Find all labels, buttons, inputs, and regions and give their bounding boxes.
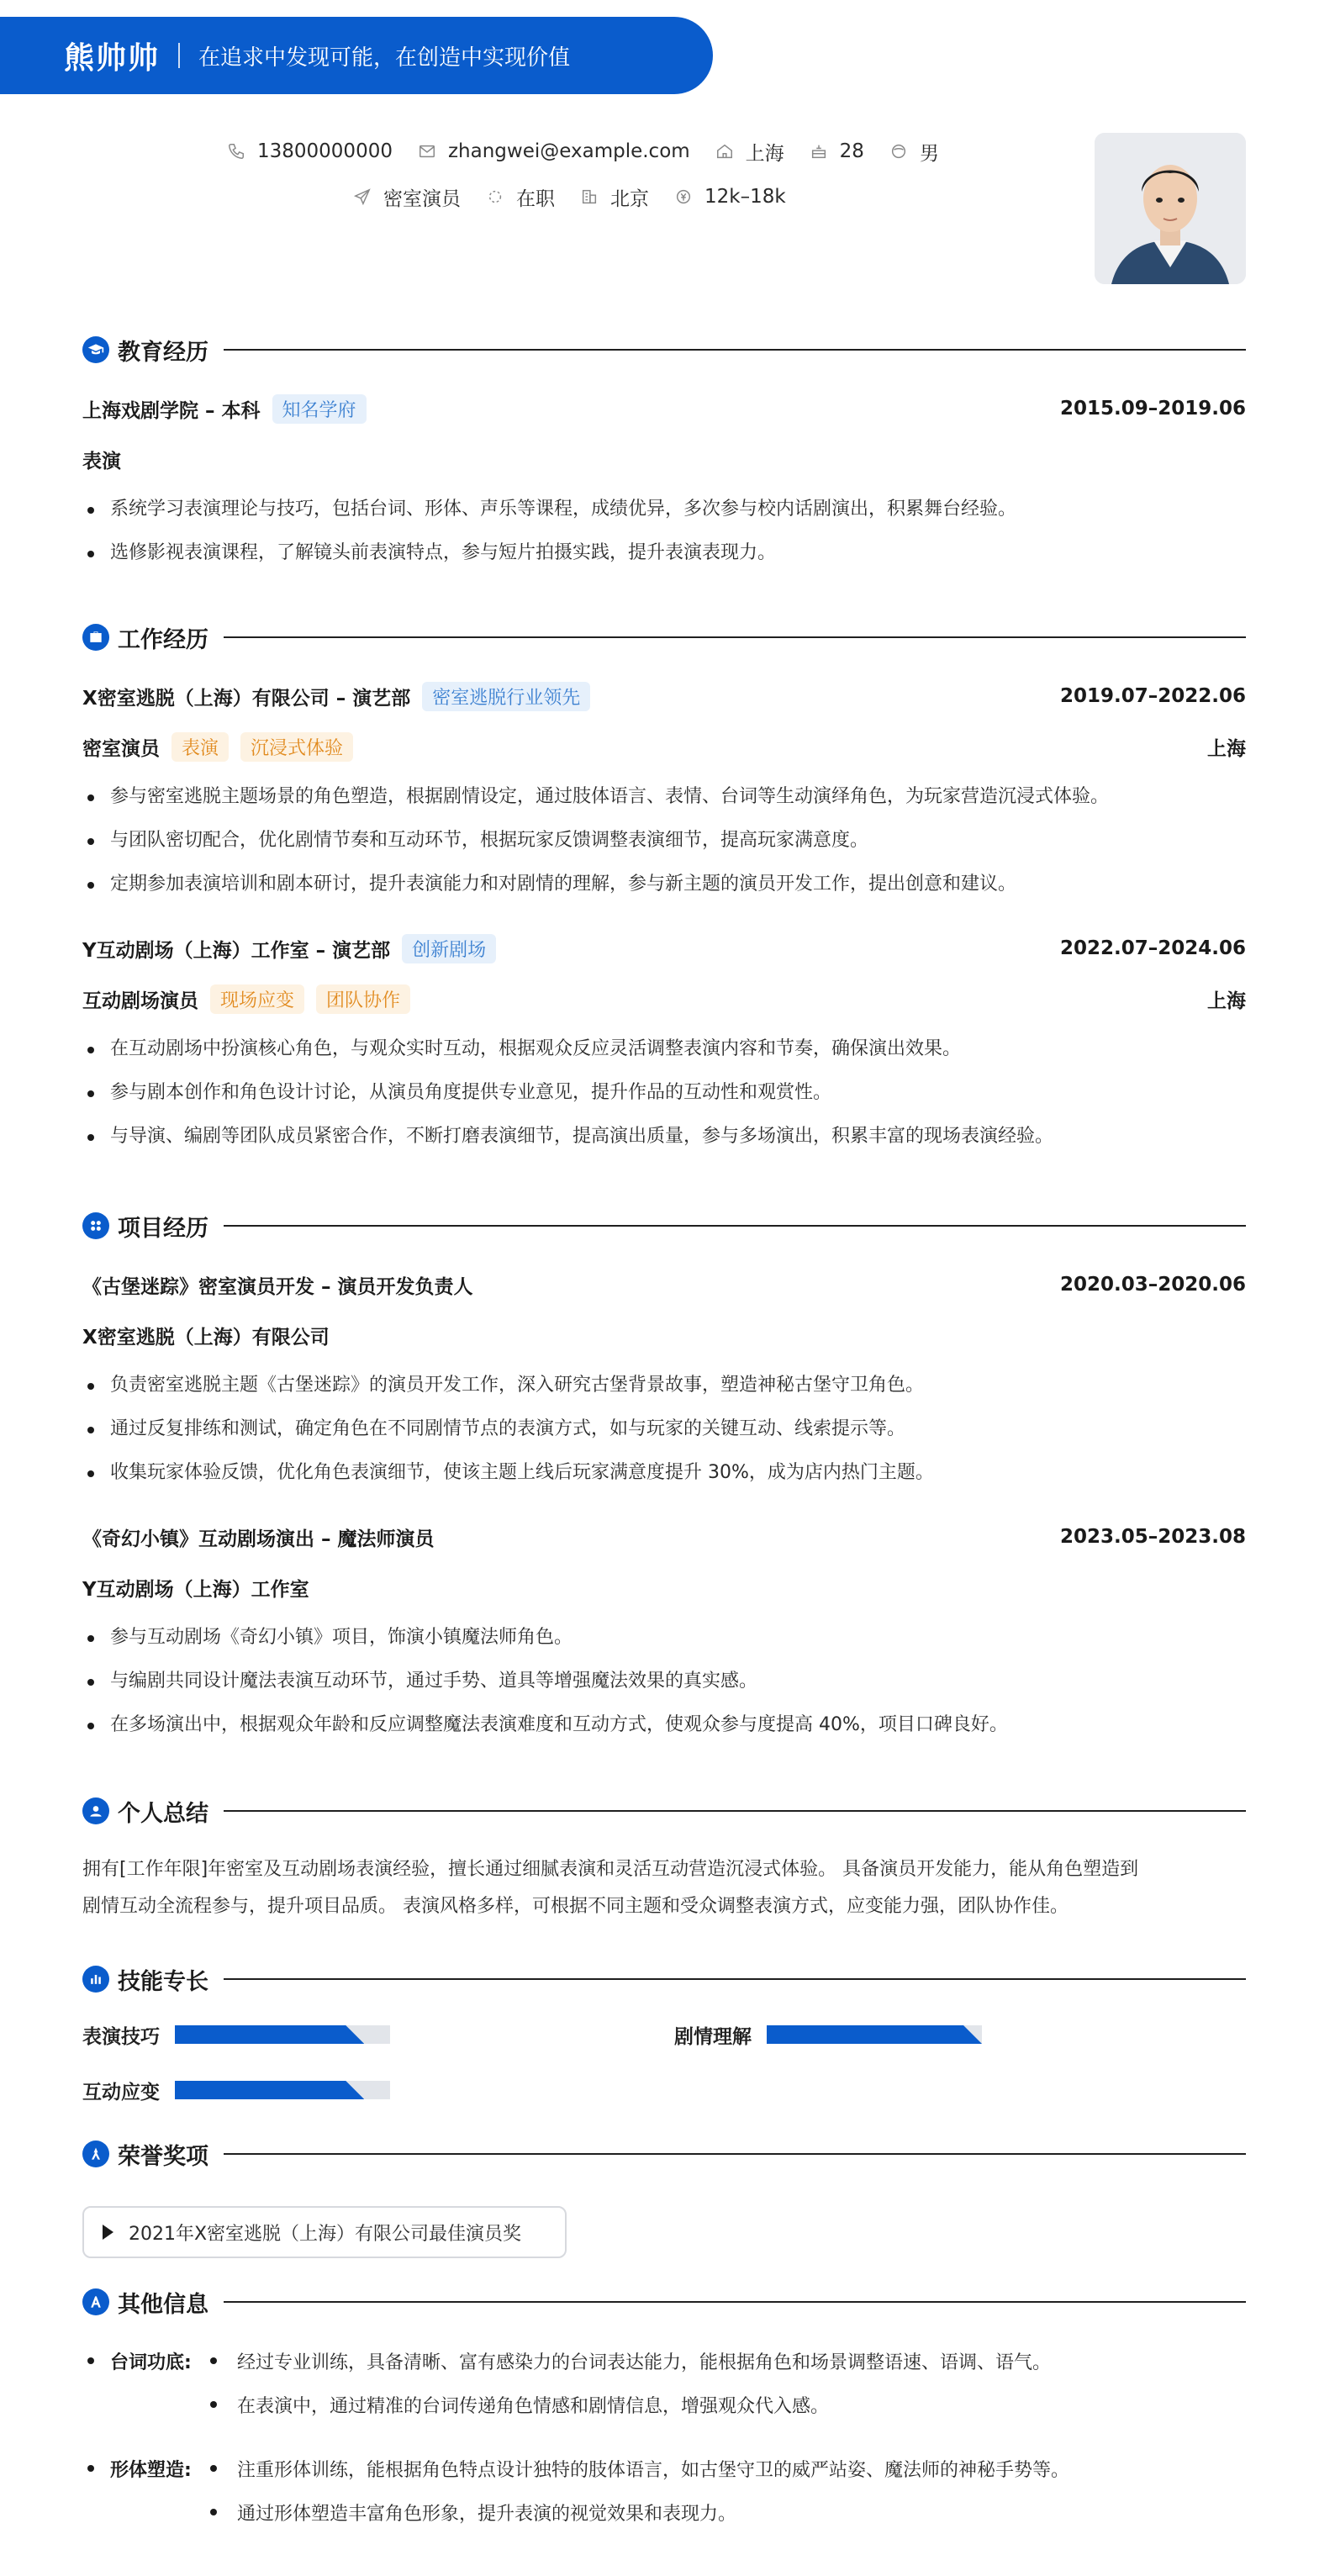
age-text: 28: [839, 140, 864, 162]
contact-job: [353, 183, 461, 211]
award-icon: [82, 2141, 109, 2167]
job-1-company-row: [82, 681, 1246, 711]
projects-section: [82, 1211, 1246, 1735]
resume-slogan: 在追求中发现可能，在创造中实现价值: [198, 45, 571, 71]
project-org: X密室逃脱（上海）有限公司: [82, 1326, 330, 1349]
contact-city: [715, 138, 784, 166]
project-date: 2020.03–2020.06: [1059, 1274, 1246, 1296]
list-item: 与团队密切配合，优化剧情节奏和互动环节，根据玩家反馈调整表演细节，提高玩家满意度。: [82, 826, 1246, 869]
project-2-row: [82, 1522, 1246, 1552]
school-tag: 知名学府: [272, 394, 367, 424]
job-city: 上海: [1207, 737, 1246, 760]
project-date: 2023.05–2023.08: [1059, 1526, 1246, 1548]
award-text: 2021年X密室逃脱（上海）有限公司最佳演员奖: [129, 2223, 522, 2245]
email-text: zhangwei@example.com: [447, 140, 690, 162]
other-group-row: [82, 2346, 1246, 2376]
list-item: 参与密室逃脱主题场景的角色塑造，根据剧情设定，通过肢体语言、表情、台词等生动演绎角色，为玩家营造沉浸式体验。: [82, 782, 1246, 826]
contact-age: [810, 140, 864, 162]
project-org: Y互动剧场（上海）工作室: [82, 1578, 309, 1601]
job-city: 上海: [1207, 990, 1246, 1012]
contact-row-2: [227, 180, 967, 214]
honors-section: [82, 2139, 1246, 2245]
summary-text: [82, 1851, 1246, 1925]
education-title: 教育经历: [118, 339, 208, 366]
list-item: 负责密室逃脱主题《古堡迷踪》的演员开发工作，深入研究古堡背景故事，塑造神秘古堡守卫角色。: [82, 1370, 1246, 1414]
contact-salary: [674, 186, 786, 208]
bullet-dot: [87, 2357, 94, 2364]
salary-text: 12k–18k: [704, 186, 786, 208]
list-item: 定期参加表演培训和剧本研讨，提升表演能力和对剧情的理解，参与新主题的演员开发工作，提出创意和建议。: [82, 869, 1246, 913]
contact-target-city: [580, 183, 649, 211]
job-company-tag: 密室逃脱行业领先: [422, 682, 590, 711]
summary-section: [82, 1796, 1246, 1917]
list-item: 在多场演出中，根据观众年龄和反应调整魔法表演难度和互动方式，使观众参与度提高 40%，项目口碑良好。: [82, 1710, 1246, 1754]
job-skill-tag: 现场应变: [210, 984, 304, 1014]
education-section: [82, 335, 1246, 563]
projects-header: [82, 1211, 1246, 1241]
other-group-label: 台词功底:: [110, 2352, 192, 2373]
skill-bar-fill: [767, 2025, 982, 2044]
project-name: 《古堡迷踪》密室演员开发 – 演员开发负责人: [82, 1275, 473, 1298]
project-1-org-row: [82, 1320, 1246, 1350]
building-icon: [580, 187, 599, 206]
avatar-portrait: [1095, 133, 1246, 284]
section-divider: [224, 636, 1246, 638]
bullet-dot: [210, 2357, 217, 2364]
contact-phone: [227, 140, 393, 162]
bullet-dot: [210, 2401, 217, 2408]
honors-title: 荣誉奖项: [118, 2143, 208, 2170]
skill-item: [674, 2019, 982, 2050]
bullet-dot: [210, 2509, 217, 2515]
resume-name: 熊帅帅: [64, 40, 161, 76]
project-2-org-row: [82, 1572, 1246, 1602]
education-header: [82, 335, 1246, 365]
work-title: 工作经历: [118, 626, 208, 653]
user-icon: [82, 1797, 109, 1824]
other-title: 其他信息: [118, 2291, 208, 2318]
status-text: 在职: [516, 187, 555, 210]
section-divider: [224, 1225, 1246, 1227]
major-name: 表演: [82, 450, 121, 472]
header-banner: [0, 17, 713, 94]
list-item: 系统学习表演理论与技巧，包括台词、形体、声乐等课程，成绩优异，多次参与校内话剧演出，积累舞台经验。: [82, 494, 1246, 538]
skill-name: 表演技巧: [82, 2025, 160, 2048]
job-text: 密室演员: [383, 187, 461, 210]
other-group-label: 形体塑造:: [110, 2459, 192, 2481]
job-skill-tag: 团队协作: [316, 984, 410, 1014]
other-group-line: 在表演中，通过精准的台词传递角色情感和剧情信息，增强观众代入感。: [237, 2395, 830, 2417]
skill-bar-fill: [175, 2081, 364, 2099]
project-1-row: [82, 1270, 1246, 1300]
contact-email: [418, 140, 690, 162]
education-date: 2015.09–2019.06: [1059, 398, 1246, 420]
skills-title: 技能专长: [118, 1968, 208, 1995]
grid-icon: [82, 1212, 109, 1239]
section-divider: [224, 2153, 1246, 2155]
section-divider: [224, 1810, 1246, 1812]
job-date: 2022.07–2024.06: [1059, 937, 1246, 959]
other-section: [82, 2287, 1246, 2525]
skill-name: 互动应变: [82, 2081, 160, 2104]
list-item: 选修影视表演课程，了解镜头前表演特点，参与短片拍摄实践，提升表演表现力。: [82, 538, 1246, 582]
other-group-row: [82, 2453, 1246, 2484]
skills-header: [82, 1964, 1246, 1994]
job-company: X密室逃脱（上海）有限公司 – 演艺部: [82, 687, 411, 710]
work-header: [82, 622, 1246, 652]
job-skill-tag: 表演: [171, 732, 229, 762]
list-item: 参与互动剧场《奇幻小镇》项目，饰演小镇魔法师角色。: [82, 1623, 1246, 1666]
education-school-row: [82, 393, 1246, 424]
section-divider: [224, 349, 1246, 351]
play-triangle-icon: [103, 2225, 113, 2240]
city-text: 上海: [745, 142, 784, 165]
graduation-cap-icon: [82, 336, 109, 363]
honors-header: [82, 2139, 1246, 2169]
skill-bar: [767, 2025, 982, 2044]
other-group-line: 通过形体塑造丰富角色形象，提升表演的视觉效果和表现力。: [237, 2503, 737, 2525]
work-section: [82, 622, 1246, 1147]
contact-status: [486, 183, 555, 211]
coin-icon: [674, 187, 693, 206]
education-bullets: [82, 494, 1246, 582]
phone-icon: [227, 142, 245, 161]
education-major-row: [82, 444, 1246, 474]
job-date: 2019.07–2022.06: [1059, 685, 1246, 707]
other-group-line: 经过专业训练，具备清晰、富有感染力的台词表达能力，能根据角色和场景调整语速、语调、语气。: [237, 2352, 1052, 2373]
other-group-line: 注重形体训练，能根据角色特点设计独特的肢体语言，如古堡守卫的威严站姿、魔法师的神秘手势等。: [237, 2459, 1070, 2481]
user-face-icon: [889, 142, 908, 161]
skills-section: [82, 1964, 1246, 2104]
avatar: [1095, 133, 1246, 284]
job-1-role-row: [82, 731, 1246, 762]
job-skill-tag: 沉浸式体验: [240, 732, 353, 762]
send-icon: [353, 187, 372, 206]
list-item: 收集玩家体验反馈，优化角色表演细节，使该主题上线后玩家满意度提升 30%，成为店内热门主题。: [82, 1458, 1246, 1502]
job-company: Y互动剧场（上海）工作室 – 演艺部: [82, 939, 391, 962]
other-header: [82, 2287, 1246, 2317]
contact-info: [227, 135, 967, 214]
school-name: 上海戏剧学院 – 本科: [82, 399, 261, 422]
job-1-bullets: [82, 782, 1246, 913]
bullet-dot: [87, 2465, 94, 2472]
list-item: 在互动剧场中扮演核心角色，与观众实时互动，根据观众反应灵活调整表演内容和节奏，确保演出效果。: [82, 1034, 1246, 1078]
projects-title: 项目经历: [118, 1215, 208, 1242]
project-name: 《奇幻小镇》互动剧场演出 – 魔法师演员: [82, 1528, 435, 1550]
award-item: [82, 2206, 567, 2258]
job-2-company-row: [82, 933, 1246, 963]
skill-item: [82, 2075, 390, 2105]
list-item: 与编剧共同设计魔法表演互动环节，通过手势、道具等增强魔法效果的真实感。: [82, 1666, 1246, 1710]
cake-icon: [810, 142, 828, 161]
section-divider: [224, 2301, 1246, 2303]
summary-header: [82, 1796, 1246, 1826]
target-city-text: 北京: [610, 187, 649, 210]
job-role: 密室演员: [82, 737, 160, 760]
briefcase-icon: [82, 624, 109, 651]
job-2-bullets: [82, 1034, 1246, 1165]
phone-text: 13800000000: [257, 140, 393, 162]
mail-icon: [418, 142, 436, 161]
list-item: 与导演、编剧等团队成员紧密合作，不断打磨表演细节，提高演出质量，参与多场演出，积累丰富的现场表演经验。: [82, 1122, 1246, 1165]
skill-item: [82, 2019, 390, 2050]
list-item: 通过反复排练和测试，确定角色在不同剧情节点的表演方式，如与玩家的关键互动、线索提示等。: [82, 1414, 1246, 1458]
section-divider: [224, 1978, 1246, 1980]
skill-name: 剧情理解: [674, 2025, 752, 2048]
bar-chart-icon: [82, 1966, 109, 1993]
project-1-bullets: [82, 1370, 1246, 1502]
other-group-row: [82, 2497, 1246, 2527]
summary-line: 剧情互动全流程参与，提升项目品质。 表演风格多样，可根据不同主题和受众调整表演方式，应变能力强，团队协作佳。: [82, 1896, 1069, 1917]
other-group-row: [82, 2389, 1246, 2420]
summary-title: 个人总结: [118, 1800, 208, 1827]
skill-bar: [175, 2025, 390, 2044]
gender-text: 男: [919, 142, 939, 165]
contact-row-1: [227, 135, 967, 168]
contact-gender: [889, 138, 939, 166]
project-2-bullets: [82, 1623, 1246, 1754]
list-item: 参与剧本创作和角色设计讨论，从演员角度提供专业意见，提升作品的互动性和观赏性。: [82, 1078, 1246, 1122]
job-2-role-row: [82, 984, 1246, 1014]
header-divider: [178, 43, 180, 68]
job-company-tag: 创新剧场: [402, 934, 496, 963]
skill-bar-fill: [175, 2025, 364, 2044]
skill-bar: [175, 2081, 390, 2099]
summary-line: 拥有[工作年限]年密室及互动剧场表演经验，擅长通过细腻表演和灵活互动营造沉浸式体验。 具备演员开发能力，能从角色塑造到: [82, 1859, 1139, 1880]
bullet-dot: [210, 2465, 217, 2472]
job-role: 互动剧场演员: [82, 990, 198, 1012]
loading-icon: [486, 187, 504, 206]
home-icon: [715, 142, 734, 161]
font-icon: [82, 2288, 109, 2315]
